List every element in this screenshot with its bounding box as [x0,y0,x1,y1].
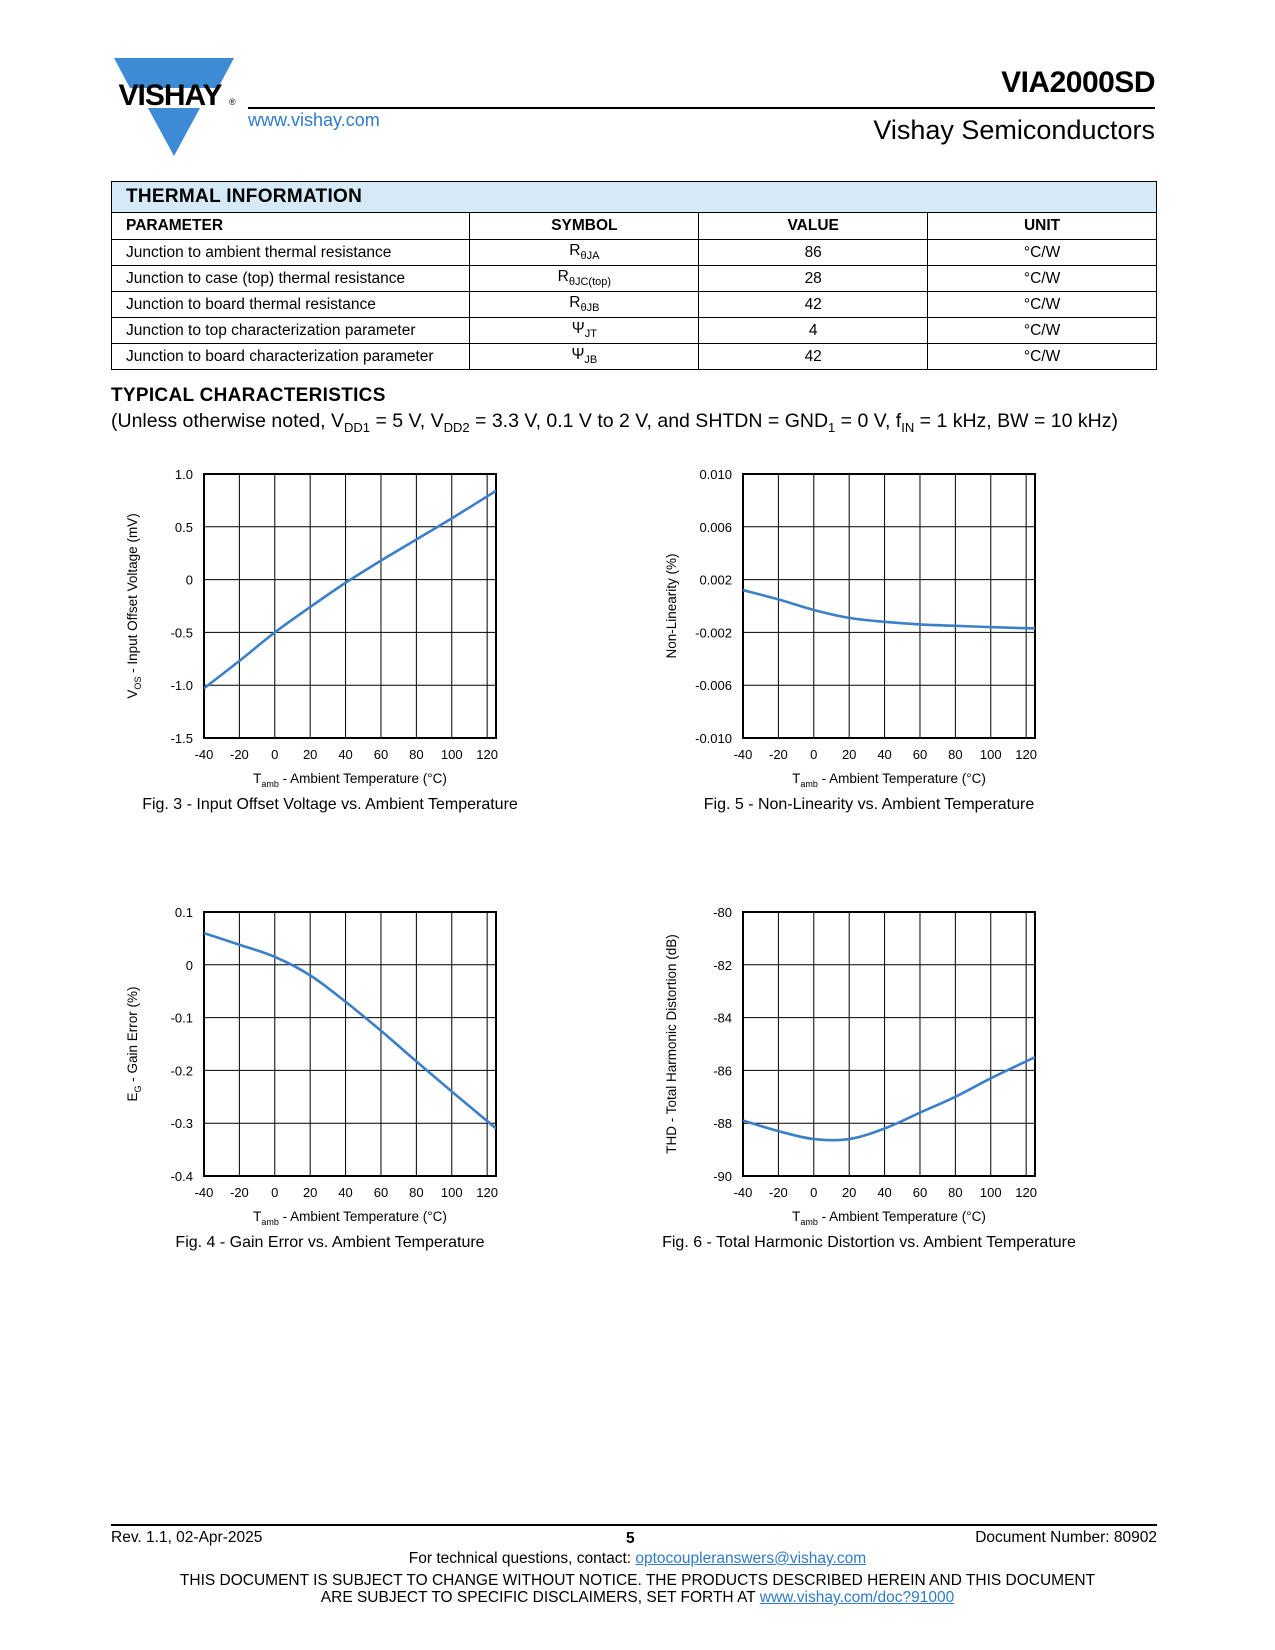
chart-svg [111,467,671,830]
x-tick-label: 120 [1015,747,1038,762]
x-tick-label: 80 [948,747,963,762]
unit-cell: °C/W [928,318,1157,344]
x-tick-label: 20 [302,1185,318,1200]
logo-registered-mark: ® [229,97,236,107]
parameter-cell: Junction to case (top) thermal resistance [112,266,470,292]
disclaimer-link[interactable]: www.vishay.com/doc?91000 [759,1589,955,1606]
y-axis-label: $V_{OS}$ - Input Offset Voltage (mV) [125,513,143,699]
y-tick-label: -84 [713,1010,732,1026]
symbol-subscript: θJB [580,302,600,315]
symbol-cell [470,292,699,318]
chart-non-linearity [650,467,1210,830]
x-tick-label: 40 [877,747,892,762]
parameter-cell: Junction to board thermal resistance [112,292,470,318]
table-row [112,266,1157,292]
x-tick-label: 40 [338,1185,353,1200]
symbol-subscript: JB [584,354,598,367]
x-tick-label: 100 [979,747,1002,762]
symbol-cell [470,344,699,370]
y-tick-label: -0.4 [170,1169,193,1184]
test-conditions: (Unless otherwise noted, $V_{DD1} = 5$ V, $V_{DD2} = 3.3$ V, 0.1 V to 2 V, and SHTDN = $GND_1 = 0$ V, $f_{IN} = 1$ kHz, BW = 10 kHz) [111,410,1118,435]
x-tick-label: 60 [373,747,389,762]
table-title: THERMAL INFORMATION [112,182,1157,213]
x-axis-label: $T_{amb}$ - Ambient Temperature (°C) [253,771,447,789]
x-tick-label: 100 [440,747,463,762]
x-tick-label: 60 [373,1185,389,1200]
parameter-cell: Junction to board characterization parameter [112,344,470,370]
x-tick-label: -20 [768,1185,788,1200]
y-tick-label: 0.5 [174,519,193,535]
value-cell: 4 [699,318,928,344]
logo-wordmark: VISHAY [118,79,222,112]
y-tick-label: -0.002 [695,625,732,641]
x-tick-label: -40 [733,1185,753,1200]
x-tick-label: 80 [409,1185,424,1200]
x-tick-label: 80 [409,747,424,762]
figure-caption: Fig. 5 - Non-Linearity vs. Ambient Temperature [703,796,1035,813]
x-axis-label: $T_{amb}$ - Ambient Temperature (°C) [792,771,986,789]
parameter-cell: Junction to top characterization parameter [112,318,470,344]
section-title: TYPICAL CHARACTERISTICS [111,385,386,406]
chart-svg [650,905,1210,1268]
unit-cell: °C/W [928,344,1157,370]
y-tick-label: -82 [713,957,732,973]
unit-cell: °C/W [928,292,1157,318]
figure-caption: Fig. 3 - Input Offset Voltage vs. Ambient Temperature [142,796,518,813]
x-tick-label: 20 [841,747,857,762]
y-tick-label: -0.006 [695,678,732,694]
symbol-cell [470,266,699,292]
y-tick-label: -0.1 [170,1010,193,1026]
value-cell: 28 [699,266,928,292]
table-row [112,292,1157,318]
company-name: Vishay Semiconductors [873,115,1155,145]
y-tick-label: 0 [185,572,193,588]
symbol-subscript: θJC(top) [568,276,612,289]
thermal-information-table [111,181,1157,370]
x-tick-label: 120 [476,1185,499,1200]
symbol-base: Ψ [571,320,585,338]
chart-gain-error [111,905,671,1268]
x-tick-label: 40 [338,747,353,762]
y-tick-label: -0.5 [170,625,193,641]
y-axis-label: $E_G$ - Gain Error (%) [125,986,143,1102]
x-tick-label: 20 [302,747,318,762]
symbol-base: R [569,242,581,260]
revision-label: Rev. 1.1, 02-Apr-2025 [111,1529,263,1546]
figure-caption: Fig. 4 - Gain Error vs. Ambient Temperature [175,1234,485,1251]
table-row [112,344,1157,370]
y-tick-label: -80 [713,905,732,920]
table-row [112,318,1157,344]
x-tick-label: 0 [810,1185,818,1200]
x-tick-label: 120 [1015,1185,1038,1200]
x-tick-label: 0 [271,1185,279,1200]
value-cell: 42 [699,292,928,318]
footer-divider [111,1524,1157,1526]
x-tick-label: 0 [810,747,818,762]
y-tick-label: 0.002 [699,572,732,588]
x-tick-label: -20 [229,747,249,762]
symbol-cell [470,318,699,344]
x-tick-label: 120 [476,747,499,762]
logo-triangle-bottom [148,108,200,156]
column-header: VALUE [699,213,928,240]
y-tick-label: -0.3 [170,1116,193,1132]
y-tick-label: 0.1 [174,905,193,920]
x-tick-label: 80 [948,1185,963,1200]
value-cell: 42 [699,344,928,370]
x-tick-label: 0 [271,747,279,762]
chart-svg [111,905,671,1268]
x-tick-label: 40 [877,1185,892,1200]
y-tick-label: 0.006 [699,519,732,535]
chart-input-offset-voltage [111,467,671,830]
symbol-base: R [569,294,581,312]
x-tick-label: -40 [733,747,753,762]
disclaimer: THIS DOCUMENT IS SUBJECT TO CHANGE WITHOUT NOTICE. THE PRODUCTS DESCRIBED HEREIN AND THIS DOCUMENT ARE SUBJECT TO SPECIFIC DISCLAIMERS, SET FORTH AT www.vishay.com/doc?91000 [179,1572,1096,1606]
x-tick-label: 20 [841,1185,857,1200]
parameter-cell: Junction to ambient thermal resistance [112,240,470,266]
chart-svg [650,467,1210,830]
y-tick-label: -0.2 [170,1063,193,1079]
chart-total-harmonic-distortion [650,905,1210,1268]
y-tick-label: -0.010 [695,731,732,746]
x-tick-label: 100 [440,1185,463,1200]
unit-cell: °C/W [928,266,1157,292]
y-tick-label: -1.5 [170,731,193,746]
symbol-base: Ψ [571,346,585,364]
column-header: UNIT [928,213,1157,240]
x-tick-label: 60 [912,1185,928,1200]
y-tick-label: 1.0 [174,467,193,482]
x-tick-label: -20 [229,1185,249,1200]
document-title: VIA2000SD [1001,66,1155,99]
header-divider [248,107,1155,109]
vishay-logo [112,58,236,158]
y-tick-label: -1.0 [170,678,193,694]
y-tick-label: -90 [713,1169,732,1184]
unit-cell: °C/W [928,240,1157,266]
y-tick-label: 0 [185,957,193,973]
value-cell: 86 [699,240,928,266]
x-axis-label: $T_{amb}$ - Ambient Temperature (°C) [792,1209,986,1227]
contact-email-link[interactable]: optocoupleranswers@vishay.com [635,1550,867,1567]
column-header: PARAMETER [112,213,470,240]
website-link[interactable]: www.vishay.com [248,110,380,130]
table-row [112,240,1157,266]
symbol-subscript: JT [584,328,597,341]
x-tick-label: -40 [194,1185,214,1200]
column-header: SYMBOL [470,213,699,240]
document-number: Document Number: 80902 [975,1529,1157,1546]
x-tick-label: 60 [912,747,928,762]
y-axis-label: THD - Total Harmonic Distortion (dB) [664,934,679,1154]
x-tick-label: 100 [979,1185,1002,1200]
y-tick-label: -86 [713,1063,732,1079]
x-tick-label: -20 [768,747,788,762]
y-tick-label: 0.010 [699,467,732,482]
figure-caption: Fig. 6 - Total Harmonic Distortion vs. Ambient Temperature [662,1234,1076,1251]
y-tick-label: -88 [713,1116,732,1132]
symbol-base: R [557,268,569,286]
x-axis-label: $T_{amb}$ - Ambient Temperature (°C) [253,1209,447,1227]
x-tick-label: -40 [194,747,214,762]
contact-line: For technical questions, contact: optocoupleranswers@vishay.com [408,1550,867,1567]
y-axis-label: Non-Linearity (%) [664,553,679,659]
page-number: 5 [626,1530,635,1547]
symbol-subscript: θJA [580,250,600,263]
symbol-cell [470,240,699,266]
